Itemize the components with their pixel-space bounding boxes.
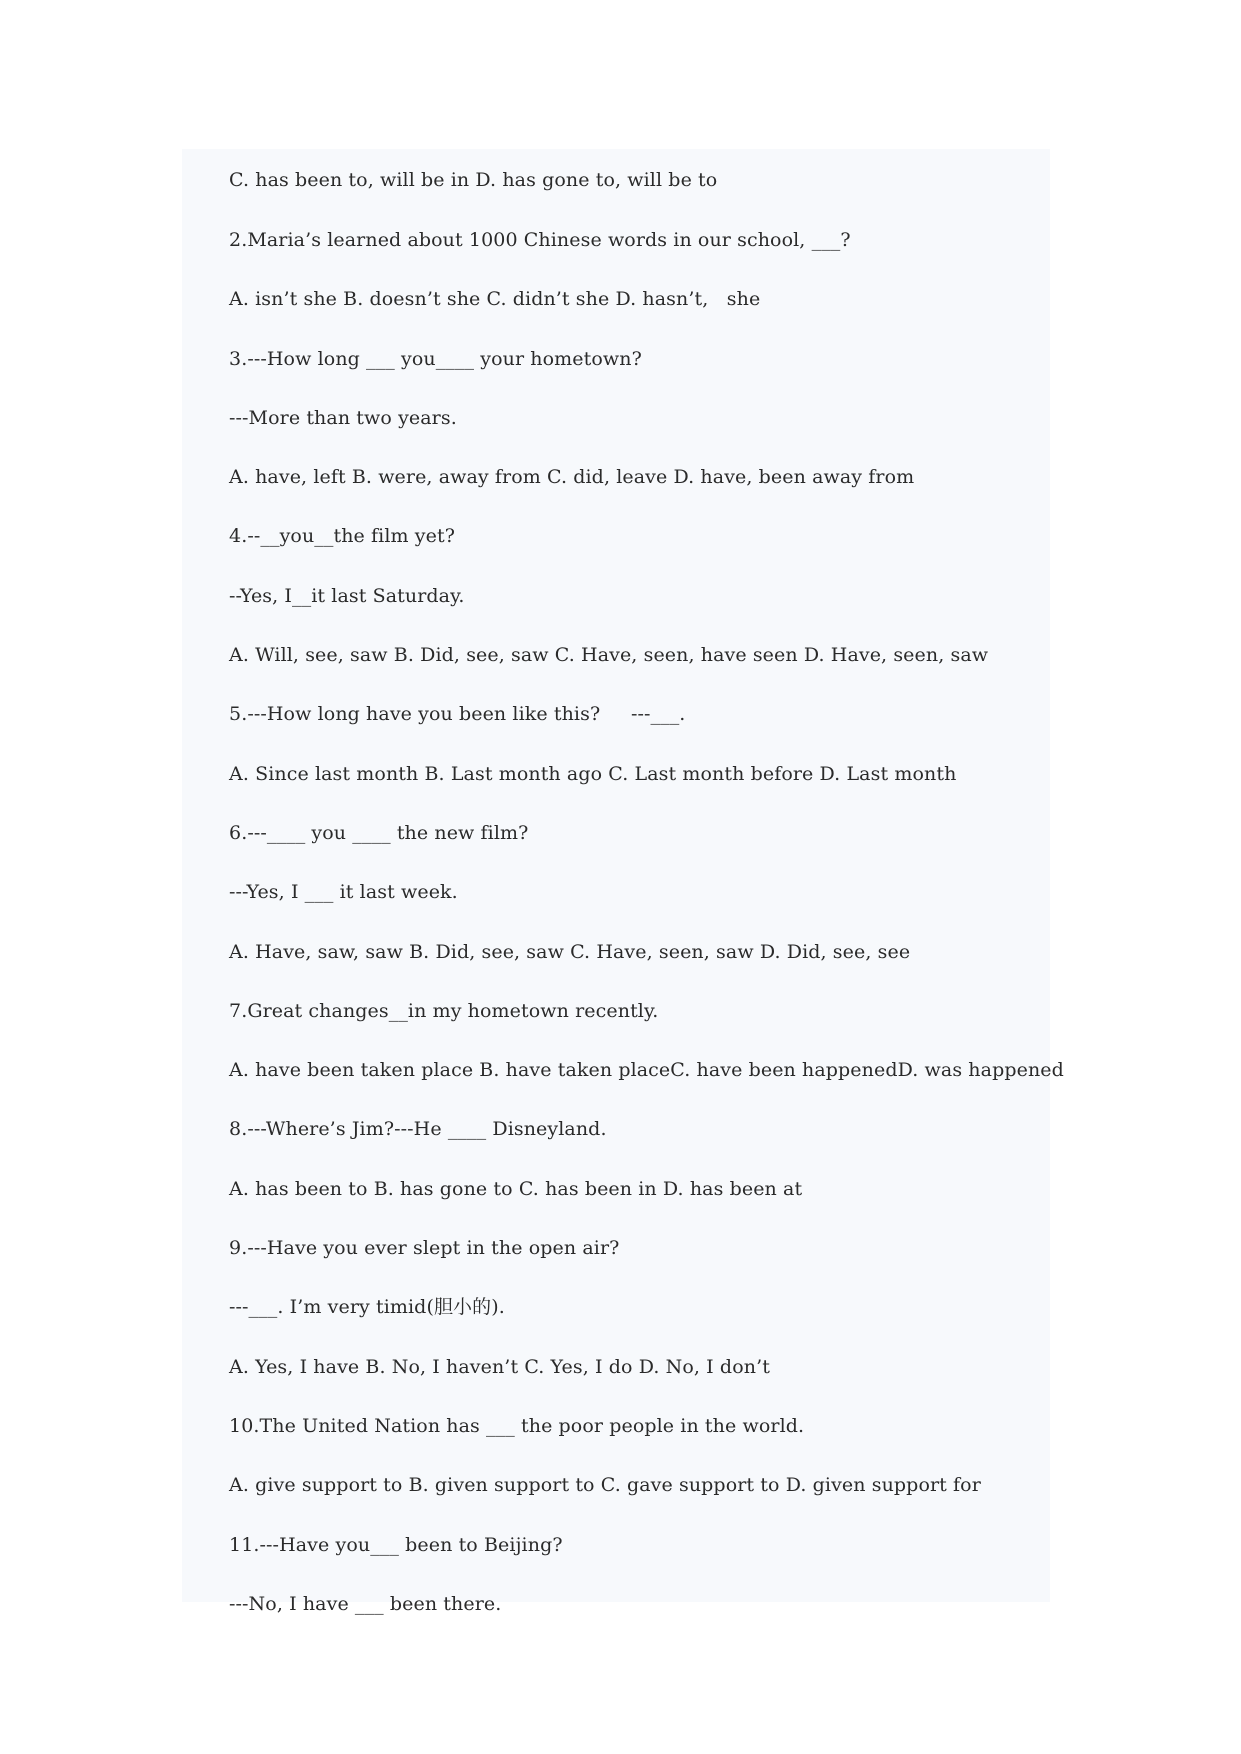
options-5: A. Since last month B. Last month ago C. Last month before D. Last month bbox=[229, 762, 957, 785]
options-10: A. give support to B. given support to C. gave support to D. given support for bbox=[229, 1474, 981, 1497]
question-3: 3.---How long ___ you____ your hometown? bbox=[229, 347, 642, 370]
question-9: 9.---Have you ever slept in the open air? bbox=[229, 1237, 620, 1260]
answer-3: ---More than two years. bbox=[229, 406, 457, 429]
answer-9: ---___. I’m very timid(胆小的). bbox=[229, 1296, 505, 1319]
question-8: 8.---Where’s Jim?---He ____ Disneyland. bbox=[229, 1118, 607, 1141]
options-9: A. Yes, I have B. No, I haven’t C. Yes, I do D. No, I don’t bbox=[229, 1355, 770, 1378]
question-11: 11.---Have you___ been to Beijing? bbox=[229, 1533, 563, 1556]
question-4: 4.--__you__the film yet? bbox=[229, 525, 455, 548]
options-6: A. Have, saw, saw B. Did, see, saw C. Have, seen, saw D. Did, see, see bbox=[229, 940, 911, 963]
options-8: A. has been to B. has gone to C. has been in D. has been at bbox=[229, 1177, 803, 1200]
question-2: 2.Maria’s learned about 1000 Chinese words in our school, ___? bbox=[229, 229, 851, 251]
options-3: A. have, left B. were, away from C. did, leave D. have, been away from bbox=[229, 466, 915, 489]
question-7: 7.Great changes__in my hometown recently. bbox=[229, 999, 659, 1022]
text-line: C. has been to, will be in D. has gone to, will be to bbox=[229, 169, 718, 191]
options-2: A. isn’t she B. doesn’t she C. didn’t she D. hasn’t, she bbox=[229, 288, 761, 311]
options-7: A. have been taken place B. have taken placeC. have been happenedD. was happened bbox=[229, 1059, 1064, 1082]
answer-6: ---Yes, I ___ it last week. bbox=[229, 881, 458, 904]
answer-11: ---No, I have ___ been there. bbox=[229, 1592, 502, 1615]
question-5: 5.---How long have you been like this? ---___. bbox=[229, 703, 686, 726]
answer-4: --Yes, I__it last Saturday. bbox=[229, 584, 465, 607]
options-4: A. Will, see, saw B. Did, see, saw C. Have, seen, have seen D. Have, seen, saw bbox=[229, 644, 989, 667]
question-6: 6.---____ you ____ the new film? bbox=[229, 821, 529, 844]
question-10: 10.The United Nation has ___ the poor people in the world. bbox=[229, 1414, 805, 1437]
question-list bbox=[229, 149, 1064, 1633]
